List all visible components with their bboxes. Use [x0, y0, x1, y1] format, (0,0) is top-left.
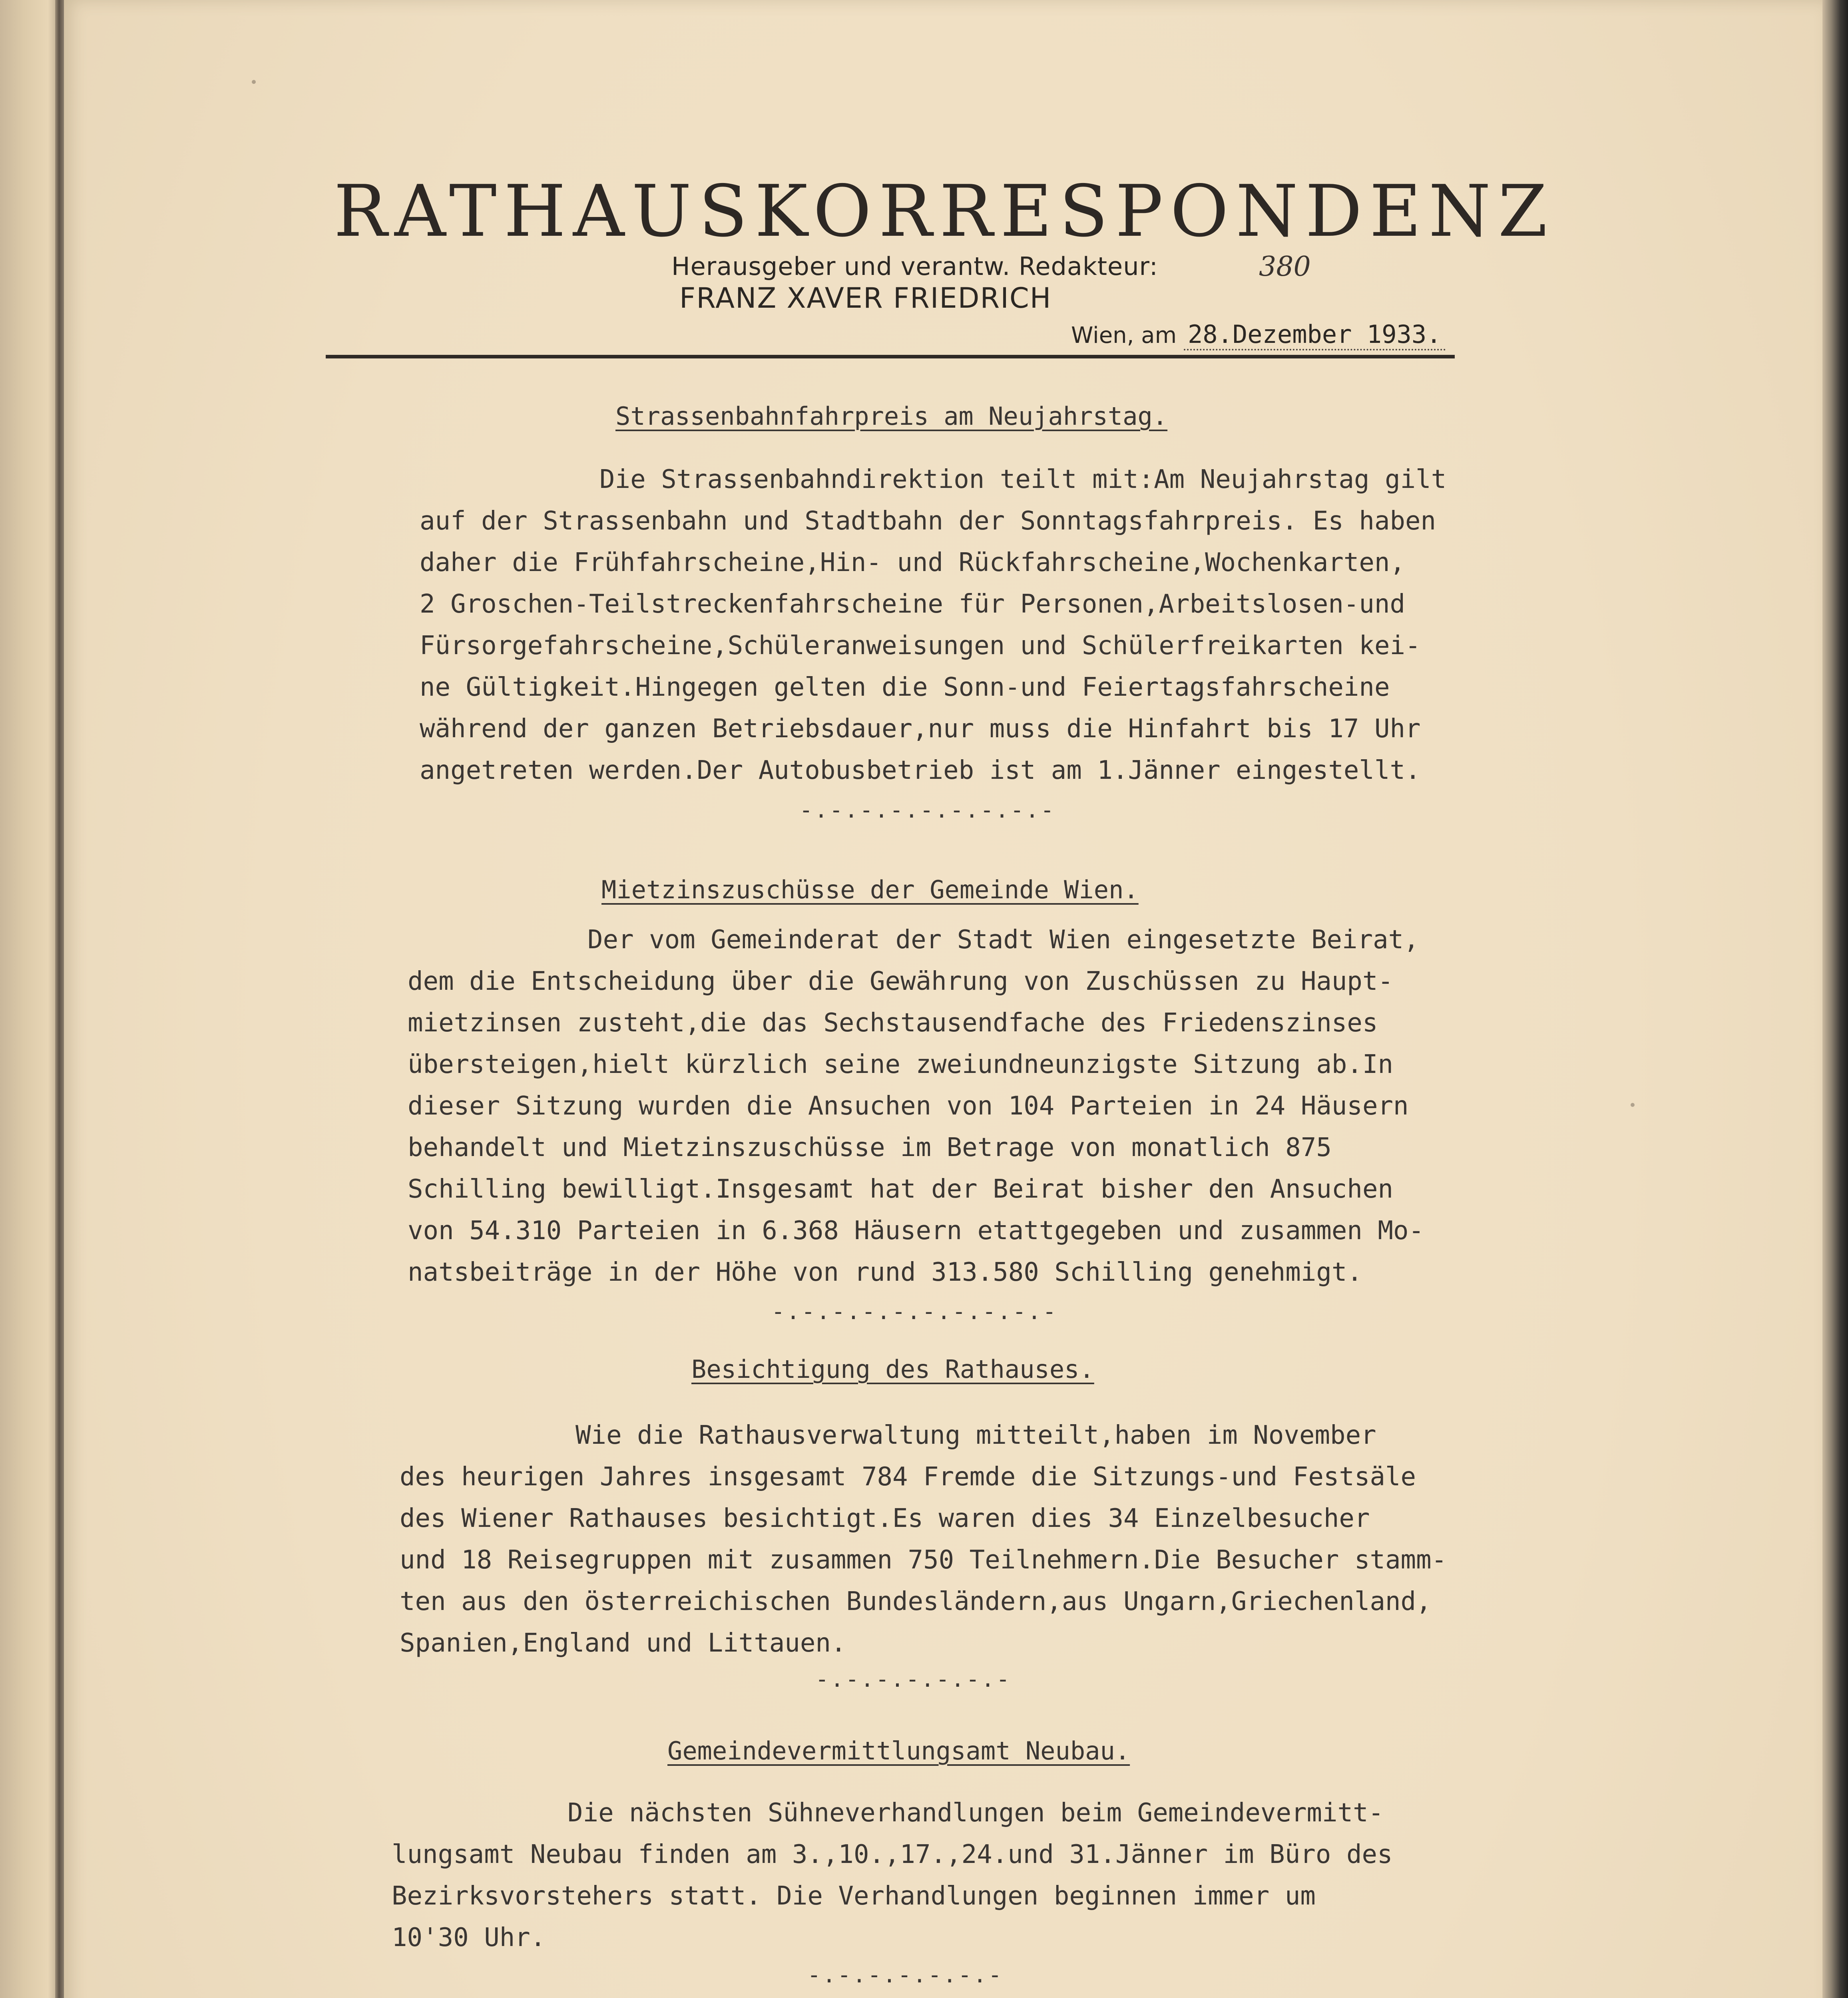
article-body — [400, 1415, 1447, 1664]
text-line: natsbeiträge in der Höhe von rund 313.580 Schilling genehmigt. — [408, 1258, 1362, 1287]
text-line: während der ganzen Betriebsdauer,nur muss die Hinfahrt bis 17 Uhr — [420, 714, 1421, 744]
text-line: Bezirksvorstehers statt. Die Verhandlungen beginnen immer um — [392, 1881, 1316, 1911]
section-separator: -.-.-.-.-.-.- — [807, 1962, 1004, 1988]
text-line: Spanien,England und Littauen. — [400, 1628, 846, 1658]
text-line: Der vom Gemeinderat der Stadt Wien eingesetzte Beirat, — [587, 925, 1419, 955]
section-separator: -.-.-.-.-.-.-.-.- — [799, 797, 1056, 823]
article-heading: Mietzinszuschüsse der Gemeinde Wien. — [601, 875, 1139, 904]
section-separator: -.-.-.-.-.-.-.-.-.- — [771, 1299, 1058, 1325]
masthead-subtitle: Herausgeber und verantw. Redakteur: — [671, 252, 1158, 281]
article-body — [420, 459, 1446, 791]
paper-speck — [252, 80, 256, 84]
text-line: ten aus den österreichischen Bundesländern,aus Ungarn,Griechenland, — [400, 1587, 1432, 1616]
text-line: des heurigen Jahres insgesamt 784 Fremde die Sitzungs-und Festsäle — [400, 1462, 1416, 1492]
text-line: 2 Groschen-Teilstreckenfahrscheine für Personen,Arbeitslosen-und — [420, 589, 1405, 619]
text-line: Fürsorgefahrscheine,Schüleranweisungen und Schülerfreikarten kei- — [420, 631, 1421, 661]
text-line: lungsamt Neubau finden am 3.,10.,17.,24.und 31.Jänner im Büro des — [392, 1840, 1393, 1869]
book-gutter — [55, 0, 64, 1998]
article-body — [408, 919, 1424, 1293]
page-number: 380 — [1259, 251, 1311, 283]
masthead-editor: FRANZ XAVER FRIEDRICH — [679, 282, 1052, 314]
dateline-date: 28.Dezember 1933. — [1184, 320, 1446, 350]
article-heading: Strassenbahnfahrpreis am Neujahrstag. — [615, 402, 1168, 431]
paper-speck — [1631, 1103, 1635, 1107]
section-separator: -.-.-.-.-.-.- — [815, 1666, 1012, 1692]
text-line: Die Strassenbahndirektion teilt mit:Am Neujahrstag gilt — [599, 465, 1447, 494]
dateline-prefix: Wien, am — [1071, 322, 1177, 348]
article-heading: Besichtigung des Rathauses. — [691, 1355, 1094, 1384]
dateline — [1071, 320, 1446, 349]
text-line: auf der Strassenbahn und Stadtbahn der Sonntagsfahrpreis. Es haben — [420, 506, 1436, 536]
masthead-rule — [326, 355, 1455, 358]
article-body — [392, 1792, 1393, 1958]
text-line: von 54.310 Parteien in 6.368 Häusern etattgegeben und zusammen Mo- — [408, 1216, 1424, 1246]
text-line: übersteigen,hielt kürzlich seine zweiundneunzigste Sitzung ab.In — [408, 1050, 1393, 1079]
text-line: Schilling bewilligt.Insgesamt hat der Beirat bisher den Ansuchen — [408, 1174, 1393, 1204]
text-line: 10'30 Uhr. — [392, 1923, 546, 1952]
right-page-edge — [1822, 0, 1848, 1998]
text-line: und 18 Reisegruppen mit zusammen 750 Teilnehmern.Die Besucher stamm- — [400, 1545, 1447, 1575]
text-line: angetreten werden.Der Autobusbetrieb ist am 1.Jänner eingestellt. — [420, 756, 1421, 785]
text-line: daher die Frühfahrscheine,Hin- und Rückfahrscheine,Wochenkarten, — [420, 548, 1405, 577]
text-line: des Wiener Rathauses besichtigt.Es waren dies 34 Einzelbesucher — [400, 1504, 1370, 1533]
masthead-title: RATHAUSKORRESPONDENZ — [334, 170, 1555, 253]
text-line: ne Gültigkeit.Hingegen gelten die Sonn-und Feiertagsfahrscheine — [420, 673, 1390, 702]
text-line: dem die Entscheidung über die Gewährung von Zuschüssen zu Haupt- — [408, 967, 1393, 996]
left-page-edge — [0, 0, 60, 1998]
article-heading: Gemeindevermittlungsamt Neubau. — [667, 1736, 1130, 1765]
text-line: mietzinsen zusteht,die das Sechstausendfache des Friedenszinses — [408, 1008, 1378, 1038]
text-line: Wie die Rathausverwaltung mitteilt,haben im November — [576, 1421, 1376, 1450]
text-line: Die nächsten Sühneverhandlungen beim Gemeindevermitt- — [568, 1798, 1384, 1828]
text-line: dieser Sitzung wurden die Ansuchen von 104 Parteien in 24 Häusern — [408, 1091, 1409, 1121]
text-line: behandelt und Mietzinszuschüsse im Betrage von monatlich 875 — [408, 1133, 1332, 1162]
